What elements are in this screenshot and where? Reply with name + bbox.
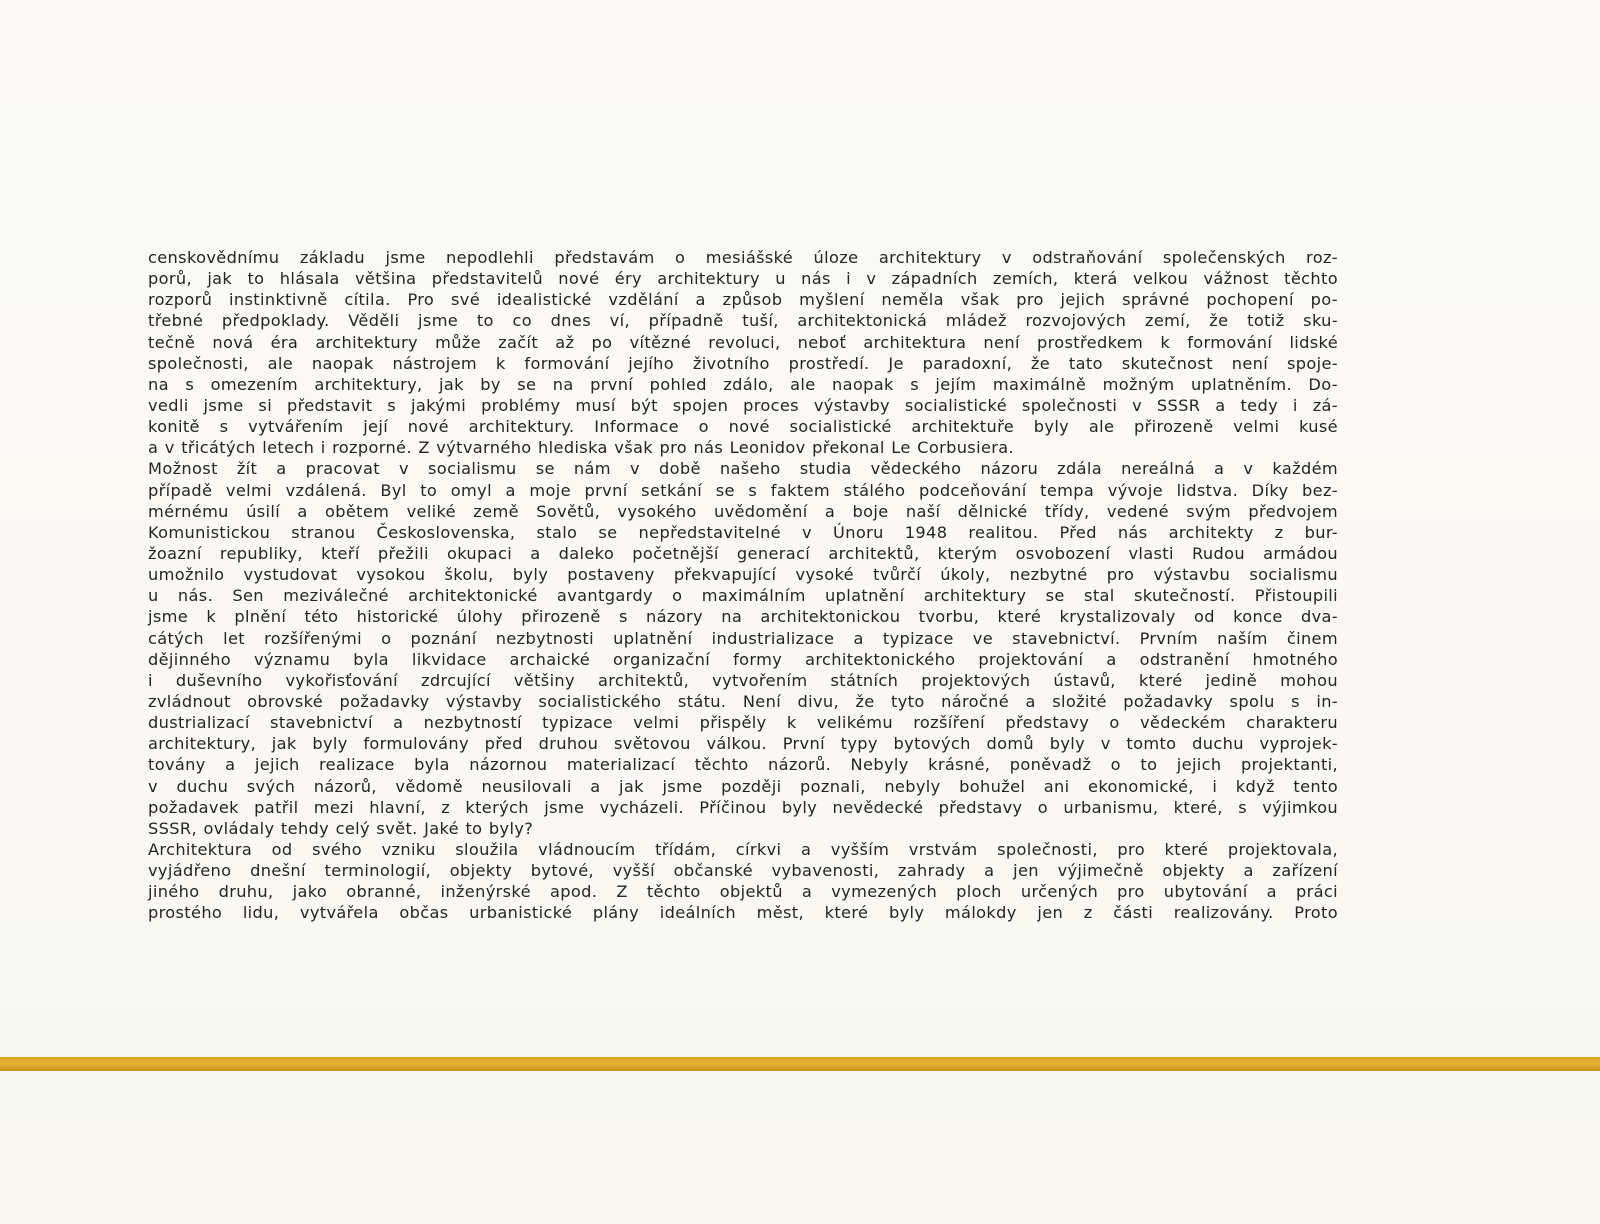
text-line: i duševního vykořisťování zdrcující většiny architektů, vytvořením státních projektových ústavů, které jedině mohou (148, 670, 1338, 690)
text-line: konitě s vytvářením její nové architektury. Informace o nové socialistické architektuře byly ale přirozeně velmi kusé (148, 417, 1338, 437)
text-line: Možnost žít a pracovat v socialismu se nám v době našeho studia vědeckého názoru zdála nereálná a v každém (148, 459, 1338, 479)
text-line: společnosti, ale naopak nástrojem k formování jejího životního prostředí. Je paradoxní, že tato skutečnost není spoje- (148, 353, 1338, 373)
paragraph-3 (148, 839, 1338, 924)
text-line: jiného druhu, jako obranné, inženýrské apod. Z těchto objektů a vymezených ploch určených pro ubytování a práci (148, 882, 1338, 902)
text-line: cátých let rozšířenými o poznání nezbytnosti uplatnění industrializace a typizace ve stavebnictví. Prvním naším činem (148, 628, 1338, 648)
body-text (148, 247, 1338, 924)
text-line: a v třicátých letech i rozporné. Z výtvarného hlediska však pro nás Leonidov překonal Le Corbusiera. (148, 438, 1015, 458)
text-line: rozporů instinktivně cítila. Pro své idealistické vzdělání a způsob myšlení neměla však pro jejich správné pochopení po- (148, 290, 1338, 310)
text-line: jsme k plnění této historické úlohy přirozeně s názory na architektonickou tvorbu, které krystalizovaly od konce dva- (148, 607, 1338, 627)
paragraph-1 (148, 247, 1338, 458)
text-line: Komunistickou stranou Československa, stalo se nepředstavitelné v Únoru 1948 realitou. Před nás architekty z bur- (148, 522, 1338, 542)
text-line: porů, jak to hlásala většina představitelů nové éry architektury u nás i v západních zemích, která velkou vážnost těchto (148, 269, 1338, 289)
text-line: SSSR, ovládaly tehdy celý svět. Jaké to byly? (148, 818, 534, 838)
text-line: zvládnout obrovské požadavky výstavby socialistického státu. Není divu, že tyto náročné a složité požadavky spolu s in- (148, 691, 1338, 711)
text-line: dustrializací stavebnictví a nezbytností typizace velmi přispěly k velikému rozšíření představy o vědeckém charakteru (148, 713, 1338, 733)
text-line: vedli jsme si představit s jakými problémy musí být spojen proces výstavby socialistické společnosti v SSSR a tedy i zá- (148, 395, 1338, 415)
text-line: v duchu svých názorů, vědomě neusilovali a jak jsme později poznali, nebyly bohužel ani ekonomické, i když tento (148, 776, 1338, 796)
text-line: vyjádřeno dnešní terminologií, objekty bytové, vyšší občanské vybavenosti, zahrady a jen výjimečně objekty a zařízení (148, 861, 1338, 881)
text-line: případě velmi vzdálená. Byl to omyl a moje první setkání se s faktem stálého podceňování tempa vývoje lidstva. Díky bez- (148, 480, 1338, 500)
text-line: u nás. Sen meziválečné architektonické avantgardy o maximálním uplatnění architektury se stal skutečností. Přistoupili (148, 586, 1338, 606)
text-line: továny a jejich realizace byla názornou materializací těchto názorů. Nebyly krásné, poněvadž o to jejich projektanti, (148, 755, 1338, 775)
text-line: Architektura od svého vzniku sloužila vládnoucím třídám, církvi a vyšším vrstvám společnosti, pro které projektovala, (148, 839, 1338, 859)
text-line: požadavek patřil mezi hlavní, z kterých jsme vycházeli. Příčinou byly nevědecké představy o urbanismu, které, s výjimkou (148, 797, 1338, 817)
text-line: žoazní republiky, kteří přežili okupaci a daleko početnější generací architektů, kterým osvobození vlasti Rudou armádou (148, 543, 1338, 563)
text-line: architektury, jak byly formulovány před druhou světovou válkou. První typy bytových domů byly v tomto duchu vyprojek- (148, 734, 1338, 754)
text-line: třebné předpoklady. Věděli jsme to co dnes ví, případně tuší, architektonická mládež rozvojových zemí, že totiž sku- (148, 311, 1338, 331)
text-line: prostého lidu, vytvářela občas urbanistické plány ideálních měst, které byly málokdy jen z části realizovány. Proto (148, 903, 1338, 923)
text-line: mérnému úsilí a obětem veliké země Sovětů, vysokého uvědomění a boje naší dělnické třídy, vedené svým předvojem (148, 501, 1338, 521)
text-line: na s omezením architektury, jak by se na první pohled zdálo, ale naopak s jejím maximálně možným uplatněním. Do- (148, 374, 1338, 394)
gold-rule (0, 1057, 1600, 1071)
text-line: umožnilo vystudovat vysokou školu, byly postaveny překvapující vysoké tvůrčí úkoly, nezbytné pro výstavbu socialismu (148, 565, 1338, 585)
text-line: dějinného významu byla likvidace archaické organizační formy architektonického projektování a odstranění hmotného (148, 649, 1338, 669)
text-line: tečně nová éra architektury může začít až po vítězné revoluci, neboť architektura není prostředkem k formování lidské (148, 332, 1338, 352)
text-line: censkovědnímu základu jsme nepodlehli představám o mesiášské úloze architektury v odstraňování společenských roz- (148, 248, 1338, 267)
paragraph-2 (148, 458, 1338, 839)
